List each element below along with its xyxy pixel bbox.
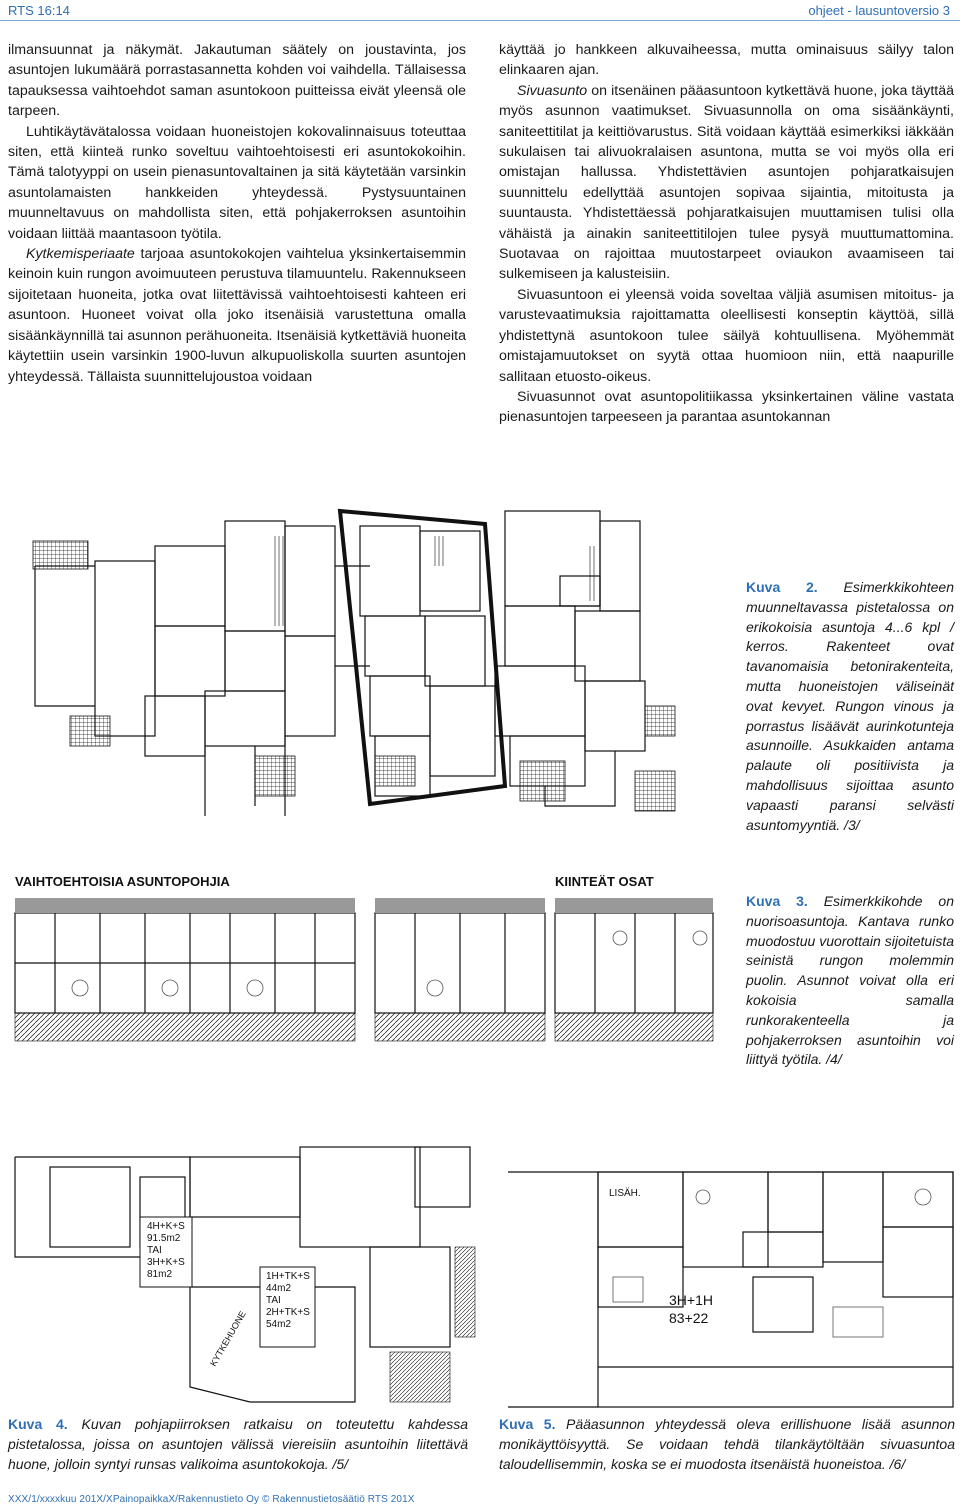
figure-5-type-label: 3H+1H <box>669 1292 713 1308</box>
figure-3-left-title: VAIHTOEHTOISIA ASUNTOPOHJIA <box>15 874 230 889</box>
figure-4-label: 1H+TK+S <box>266 1271 310 1282</box>
caption-kuva-2: Kuva 2. Esimerkkikohteen muunneltavassa pistetalossa on erikokoisia asuntoja 4...6 kpl / kerros. Rakenteet ovat tavanomaisia betonirakenteita, mutta huoneistojen väliseinät ovat kevyet. Rungon vinous ja porrastus lisäävät aurinkotunteja asunnoille. Asukkaiden antama palaute oli positiivista ja mahdollisuus sijoittaa asunto vapaasti paransi selvästi asuntomyyntiä. /3/ <box>746 579 954 833</box>
floor-plan-drawing <box>503 1167 955 1412</box>
paragraph: Sivuasunto on itsenäinen pääasuntoon kytkettävä huone, joka täyttää myös asunnon vaatimukset. Sivuasunnolla on oma sisäänkäynti, saniteettitilat ja keittiövarustus. Sitä voidaan käyttää esimerkiksi iäkkään sukulaisen tai alivuokralaisen asuntona, mutta se voi myös olla eri omistajan hallussa. Yhdistettävien asuntojen pohjaratkaisujen suunnittelu edellyttää asuntojen sopivaa sijaintia, mitoitusta ja suuntausta. Yhdistettäessä pohjaratkaisujen muuttamisen tulisi olla vähäistä ja ainakin saniteettitilojen tulee pysyä muuttumattomina. Suotavaa on rajoittaa muutostarpeet oviaukon avaamiseen tai sulkemiseen ja kalusteisiin. <box>499 82 954 283</box>
text-column-left <box>8 40 466 387</box>
paragraph: Kytkemisperiaate tarjoaa asuntokokojen vaihtelua yksinkertaisemmin keinoin kuin rungon avoimuuteen perustuva tilamuuntelu. Rakennukseen sijoitetaan huoneita, jotka ovat liitettävissä vaihtoehtoisesti kahteen eri asuntoon. Huoneet voivat olla joko itsenäisiä varustettuna omalla sisäänkäynnillä tai asunnon perähuoneita. Itsenäisiä kytkettäviä huoneita käytettiin usein varsinkin 1900-luvun alkupuoliskolla suurten asuntojen yhteydessä. Tällaista suunnittelujoustoa voidaan <box>8 246 466 385</box>
page-footer: XXX/1/xxxxkuu 201X/XPainopaikkaX/Rakennustieto Oy © Rakennustietosäätiö RTS 201X <box>8 1494 415 1505</box>
figure-3-floor-plans <box>10 868 716 1050</box>
paragraph: Luhtikäytävätalossa voidaan huoneistojen kokovalinnaisuus toteuttaa siten, että kiinteä runko soveltuu vaihtoehtoisesti eri asuntokokoihin. Tämä talotyyppi on usein pienasuntovaltainen ja sitä käytetään varsinkin asuntolamaisten hankkeiden yhteydessä. Pystysuuntainen muunneltavuus on mahdollista siten, että pohjakerroksen asuntoihin voidaan liittää maantasoon työtila. <box>8 123 466 242</box>
page-header <box>0 0 960 22</box>
figure-4-label: 91.5m2 <box>147 1233 181 1244</box>
paragraph: käyttää jo hankkeen alkuvaiheessa, mutta ominaisuus säilyy talon elinkaaren ajan. <box>499 42 954 79</box>
paragraph: Sivuasuntoon ei yleensä voida soveltaa väljiä asumisen mitoitus- ja varustevaatimuksia rajoittamatta oleellisesti konseptin käyttöä, sillä yhdistettynä asuntokoon tulee säilyä kohtuullisena. Myöhemmät omistajamuutokset on syytä ottaa huomioon niin, että naapurille sallitaan etuosto-oikeus. <box>499 286 954 385</box>
figure-5-floor-plan <box>503 1167 955 1412</box>
figure-5-area-label: 83+22 <box>669 1310 709 1326</box>
figure-4-label: 2H+TK+S <box>266 1307 310 1318</box>
paragraph: Sivuasunnot ovat asuntopolitiikassa yksinkertainen väline vastata pienasuntojen tarpeeseen ja parantaa asuntokannan <box>499 388 954 426</box>
header-rule <box>0 20 960 21</box>
figure-4-label: TAI <box>147 1245 162 1256</box>
header-doc-title: ohjeet - lausuntoversio 3 <box>808 3 950 18</box>
figure-3-right-title: KIINTEÄT OSAT <box>555 874 654 889</box>
floor-plan-drawing <box>10 1137 480 1407</box>
caption-kuva-4: Kuva 4. Kuvan pohjapiirroksen ratkaisu on toteutettu kahdessa pistetalossa, joissa on asuntojen välissä viereisiin asuntoihin liitettävä huone, jolloin syntyi runsas valikoima asuntokokoja. /5/ <box>8 1416 468 1472</box>
figure-4-label: 4H+K+S <box>147 1221 185 1232</box>
figure-4-room-label: KYTKEHUONE <box>208 1309 248 1368</box>
figure-2-floor-plan <box>15 506 730 826</box>
caption-kuva-5: Kuva 5. Pääasunnon yhteydessä oleva erillishuone lisää asunnon monikäyttöisyyttä. Se voidaan tehdä tilankäytöltään sivuasuntoa taloudellisemmin, koska se ei muodosta itsenäistä huoneistoa. /6/ <box>499 1416 955 1472</box>
figure-4-floor-plan <box>10 1137 480 1407</box>
figure-4-label: 44m2 <box>266 1283 292 1294</box>
header-series: RTS 16:14 <box>8 3 70 18</box>
paragraph: ilmansuunnat ja näkymät. Jakautuman säätely on joustavinta, jos asuntojen lukumäärä porrastasannetta kohden voi vaihdella. Tällaisessa tapauksessa vaihtoehdot saman asuntokoon puitteissa eivät yleensä ole tarpeen. <box>8 42 466 120</box>
figure-5-room-label: LISÄH. <box>609 1188 641 1199</box>
figure-4-label: 54m2 <box>266 1319 292 1330</box>
figure-4-label: 81m2 <box>147 1269 173 1280</box>
floor-plan-drawing <box>15 506 730 826</box>
figure-4-label: TAI <box>266 1295 281 1306</box>
caption-kuva-3: Kuva 3. Esimerkkikohde on nuorisoasuntoja. Kantava runko muodostuu vuorottain sijoitetuista seinistä rungon molemmin puolin. Asunnot voivat olla eri kokoisia samalla runkorakenteella ja pohjakerroksen asuntoihin voi liittyä työtila. /4/ <box>746 893 954 1068</box>
figure-4-label: 3H+K+S <box>147 1257 185 1268</box>
text-column-right <box>499 40 954 428</box>
floor-plan-drawing <box>10 868 716 1050</box>
